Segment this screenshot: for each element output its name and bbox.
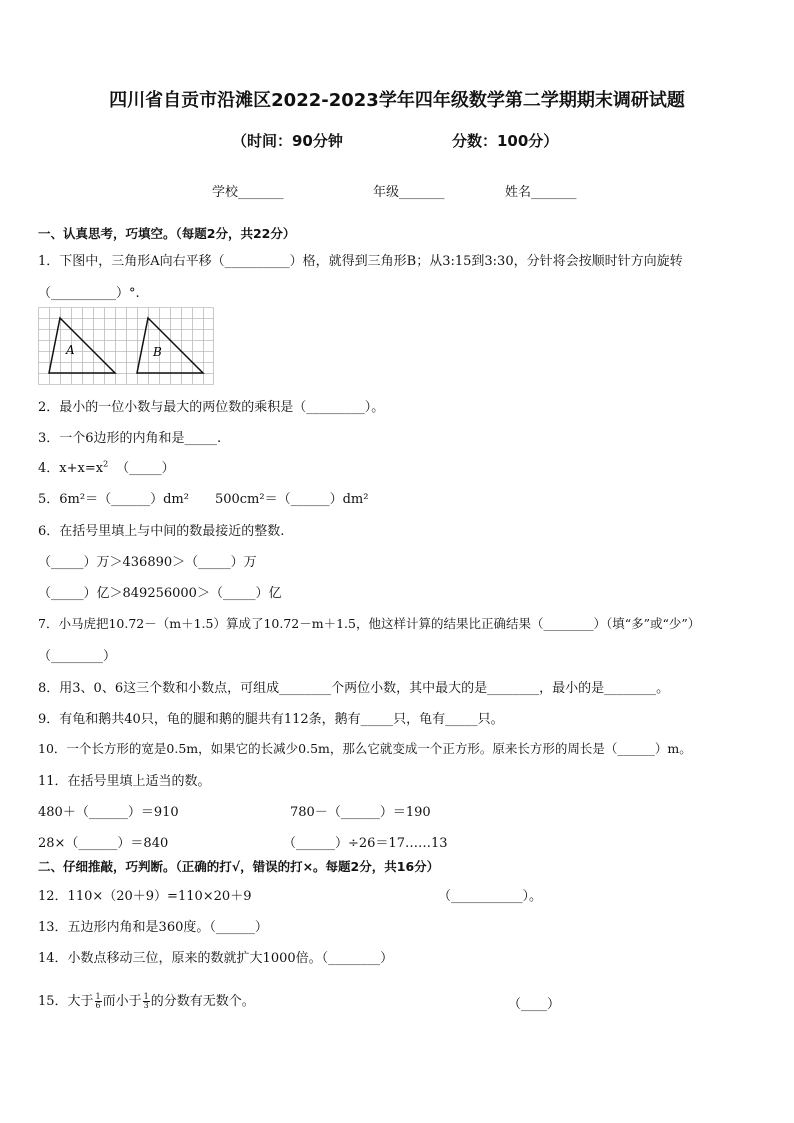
question-11b: 780－（______）＝190 xyxy=(290,805,431,820)
question-2: 2．最小的一位小数与最大的两位数的乘积是（_________）。 xyxy=(38,400,385,415)
name-field: 姓名_______ xyxy=(505,185,577,200)
triangle-grid-figure xyxy=(38,307,214,385)
question-12-blank: （___________）。 xyxy=(438,889,543,904)
exam-time: （时间：90分钟 xyxy=(232,132,343,150)
question-11c: 28×（______）＝840 xyxy=(38,836,169,851)
question-11d: （______）÷26＝17……13 xyxy=(283,836,448,851)
grade-field: 年级_______ xyxy=(373,185,445,200)
question-15: 15．大于 $\frac{1}{6}$ 而小于 $\frac{1}{3}$ 的分数有无数个。 xyxy=(38,992,255,1010)
question-11: 11．在括号里填上适当的数。 xyxy=(38,774,211,789)
section2-heading: 二、仔细推敲，巧判断。（正确的打√，错误的打×。每题2分，共16分） xyxy=(38,859,440,874)
question-7-line2: （________） xyxy=(38,649,117,664)
triangle-a-label: A xyxy=(66,343,75,357)
question-6: 6．在括号里填上与中间的数最接近的整数. xyxy=(38,524,285,539)
question-15-blank: （____） xyxy=(508,997,561,1012)
exam-score: 分数：100分） xyxy=(452,132,559,150)
school-field: 学校_______ xyxy=(212,185,284,200)
question-6b: （_____）亿＞849256000＞（_____）亿 xyxy=(38,586,282,601)
question-13: 13．五边形内角和是360度。（______） xyxy=(38,920,268,935)
question-11a: 480＋（______）＝910 xyxy=(38,805,179,820)
question-4: 4．$x+x=x^2$ （_____） xyxy=(38,459,175,476)
triangle-a xyxy=(49,318,115,373)
section1-heading: 一、认真思考，巧填空。（每题2分，共22分） xyxy=(38,226,296,241)
page-title: 四川省自贡市沿滩区2022-2023学年四年级数学第二学期期末调研试题 xyxy=(109,90,685,111)
question-7-line1: 7．小马虎把10.72－（m＋1.5）算成了10.72－m＋1.5，他这样计算的结果比正确结果（________）（填“多”或“少”） xyxy=(38,616,701,631)
question-8: 8．用3、0、6这三个数和小数点，可组成________个两位小数，其中最大的是________，最小的是________。 xyxy=(38,681,670,696)
question-9: 9．有龟和鹅共40只，龟的腿和鹅的腿共有112条，鹅有_____只，龟有_____只。 xyxy=(38,712,504,727)
question-14: 14．小数点移动三位，原来的数就扩大1000倍。（________） xyxy=(38,951,394,966)
question-5: 5．6m²＝（______）dm² 500cm²＝（______）dm² xyxy=(38,492,369,507)
question-3: 3．一个6边形的内角和是_____. xyxy=(38,431,222,446)
question-1-line1: 1．下图中，三角形A向右平移（__________）格，就得到三角形B；从3:15到3:30，分针将会按顺时针方向旋转 xyxy=(38,254,683,269)
question-10: 10．一个长方形的宽是0.5m，如果它的长减少0.5m，那么它就变成一个正方形。原来长方形的周长是（______）m。 xyxy=(38,741,692,756)
question-1-line2: （__________）°. xyxy=(38,286,140,301)
fraction-one-sixth: $\frac{1}{6}$ xyxy=(95,992,101,1010)
triangle-b xyxy=(137,318,203,373)
triangle-b-label: B xyxy=(153,345,162,359)
fraction-one-third: $\frac{1}{3}$ xyxy=(143,992,149,1010)
question-6a: （_____）万＞436890＞（_____）万 xyxy=(38,555,257,570)
question-12: 12．110×（20＋9）=110×20＋9 xyxy=(38,889,252,904)
